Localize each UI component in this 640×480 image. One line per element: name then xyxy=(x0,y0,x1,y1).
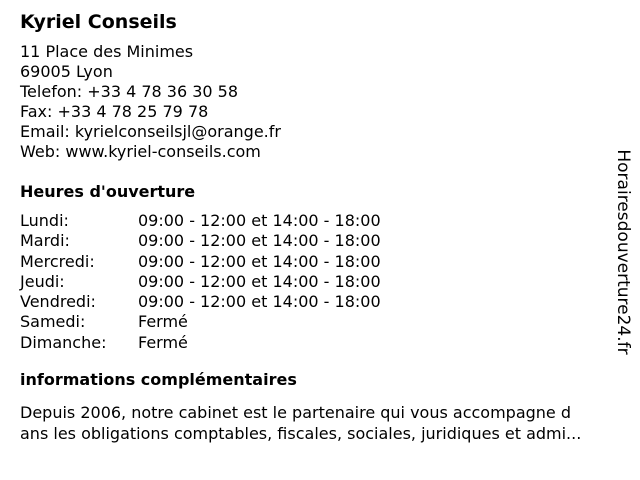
hours-row-vendredi xyxy=(20,292,610,312)
hours-time: 09:00 - 12:00 et 14:00 - 18:00 xyxy=(138,251,381,271)
description-text xyxy=(20,402,632,444)
hours-row-jeudi xyxy=(20,272,610,292)
opening-hours-table xyxy=(20,211,610,353)
hours-day: Lundi: xyxy=(20,211,69,230)
hours-day: Samedi: xyxy=(20,312,86,332)
address-street: 11 Place des Minimes xyxy=(20,42,194,61)
site-watermark: Horairesdouverture24.fr xyxy=(613,149,633,355)
hours-row-mardi xyxy=(20,231,610,251)
opening-hours-heading: Heures d'ouverture xyxy=(20,182,196,201)
hours-day: Vendredi: xyxy=(20,292,96,312)
hours-row-lundi xyxy=(20,211,610,231)
email-address: Email: kyrielconseilsjl@orange.fr xyxy=(20,122,281,141)
business-card xyxy=(20,10,610,444)
phone-number: Telefon: +33 4 78 36 30 58 xyxy=(20,82,239,101)
fax-number: Fax: +33 4 78 25 79 78 xyxy=(20,102,209,121)
hours-day: Dimanche: xyxy=(20,332,107,352)
website-address: Web: www.kyriel-conseils.com xyxy=(20,142,261,161)
hours-row-mercredi xyxy=(20,252,610,272)
company-name: Kyriel Conseils xyxy=(20,11,177,33)
additional-info-heading: informations complémentaires xyxy=(20,370,297,390)
contact-block xyxy=(20,42,610,162)
description-line: Depuis 2006, notre cabinet est le partenaire qui vous accompagne d xyxy=(20,403,572,423)
hours-time: 09:00 - 12:00 et 14:00 - 18:00 xyxy=(138,231,381,251)
hours-row-samedi xyxy=(20,312,610,332)
hours-day: Mardi: xyxy=(20,231,70,251)
hours-time: 09:00 - 12:00 et 14:00 - 18:00 xyxy=(138,271,381,291)
address-city: 69005 Lyon xyxy=(20,62,113,81)
description-line: ans les obligations comptables, fiscales, sociales, juridiques et admi... xyxy=(20,424,582,444)
hours-time: 09:00 - 12:00 et 14:00 - 18:00 xyxy=(138,292,381,312)
hours-day: Jeudi: xyxy=(20,271,65,291)
hours-time: Fermé xyxy=(138,332,188,352)
hours-day: Mercredi: xyxy=(20,251,95,271)
hours-time: Fermé xyxy=(138,312,188,332)
hours-time: 09:00 - 12:00 et 14:00 - 18:00 xyxy=(138,211,381,230)
hours-row-dimanche xyxy=(20,333,610,353)
